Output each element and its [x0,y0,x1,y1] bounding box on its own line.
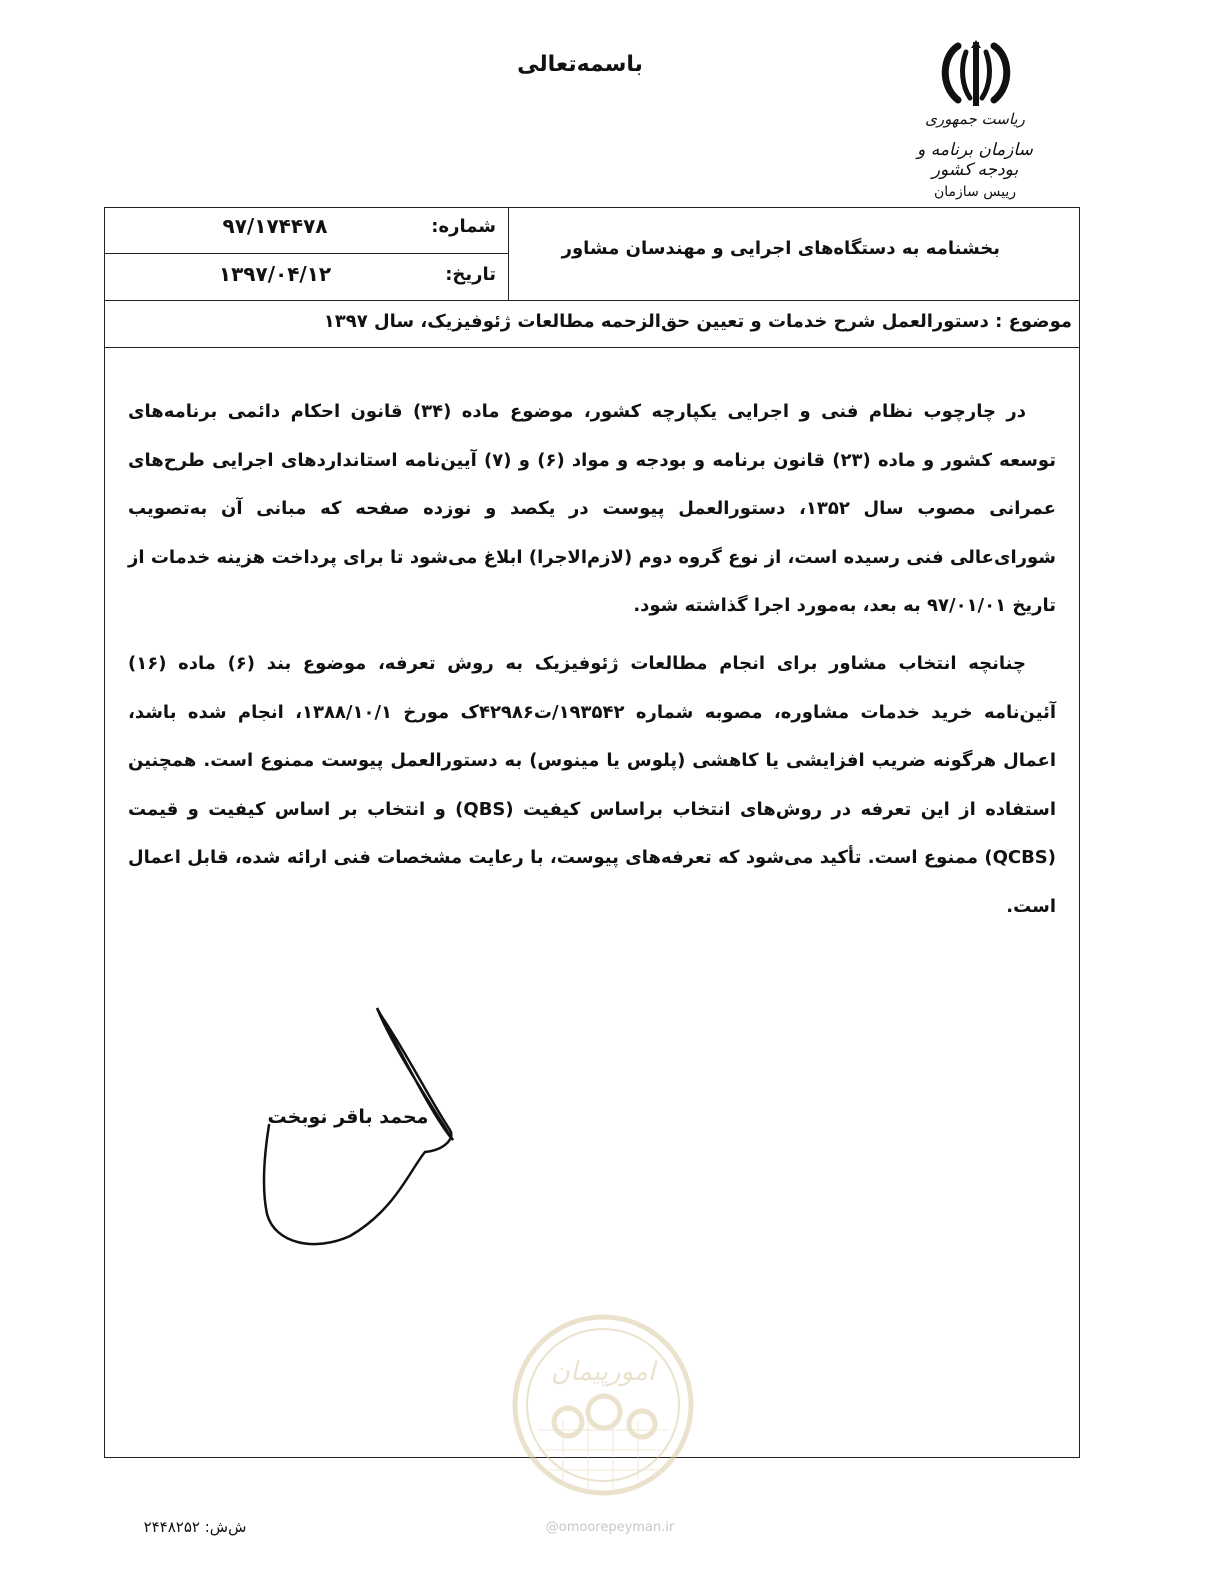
watermark-site: @omoorepeyman.ir [545,1520,675,1535]
watermark-text: امورپیمان [550,1357,656,1387]
number-label: شماره: [431,216,496,237]
body-paragraph-2: چنانچه انتخاب مشاور برای انجام مطالعات ژئوفیزیک به روش تعرفه، موضوع بند (۶) ماده (۱۶) آئین‌نامه خرید خدمات مشاوره، مصوبه شماره ۱۹۳۵۴۲/ت۴۲۹۸۶ک مورخ ۱۳۸۸/۱۰/۱، انجام شده باشد، اعمال هرگونه ضریب افزایشی یا کاهشی (پلوس یا مینوس) به دستورالعمل پیوست ممنوع است. همچنین استفاده از این تعرفه در روش‌های انتخاب براساس کیفیت (QBS) و انتخاب بر اساس کیفیت و قیمت (QCBS) ممنوع است. تأکید می‌شود که تعرفه‌های پیوست، با رعایت مشخصات فنی ارائه شده، قابل اعمال است. [128,653,1056,917]
meta-row-divider [104,253,508,254]
date-value: ۱۳۹۷/۰۴/۱۲ [218,262,332,286]
footer-code: ش‌ش: ۲۴۴۸۲۵۲ [143,1518,247,1536]
number-value: ۹۷/۱۷۴۴۷۸ [222,214,328,238]
recipient: بخشنامه به دستگاه‌های اجرایی و مهندسان مشاور [561,238,1000,259]
frame-divider-vertical [508,207,509,300]
iran-emblem-icon [936,38,1016,110]
signer-name: محمد باقر نوبخت [267,1106,429,1128]
org-role: رییس سازمان [934,184,1016,200]
body-paragraph-1: در چارچوب نظام فنی و اجرایی یکپارچه کشور، موضوع ماده (۳۴) قانون احکام دائمی برنامه‌های توسعه کشور و ماده (۲۳) قانون برنامه و بودجه و مواد (۶) و (۷) آیین‌نامه استانداردهای اجرایی طرح‌های عمرانی مصوب سال ۱۳۵۲، دستورالعمل پیوست در یکصد و نوزده صفحه که مبانی آن به‌تصویب شورای‌عالی فنی رسیده است، از نوع گروه دوم (لازم‌الاجرا) ابلاغ می‌شود تا برای پرداخت هزینه خدمات از تاریخ ۹۷/۰۱/۰۱ به بعد، به‌مورد اجرا گذاشته شود. [128,401,1056,616]
org-line-budget-organization: سازمان برنامه و بودجه کشور [917,140,1033,180]
org-line-presidency: ریاست جمهوری [925,110,1025,128]
invocation-heading: باسمه‌تعالی [517,52,643,77]
subject-line: موضوع : دستورالعمل شرح خدمات و تعیین حق‌الزحمه مطالعات ژئوفیزیک، سال ۱۳۹۷ [323,311,1072,332]
frame-divider-subject [104,347,1080,348]
watermark-logo-icon [508,1310,698,1500]
frame-divider-meta [104,300,1080,301]
date-label: تاریخ: [445,264,496,285]
